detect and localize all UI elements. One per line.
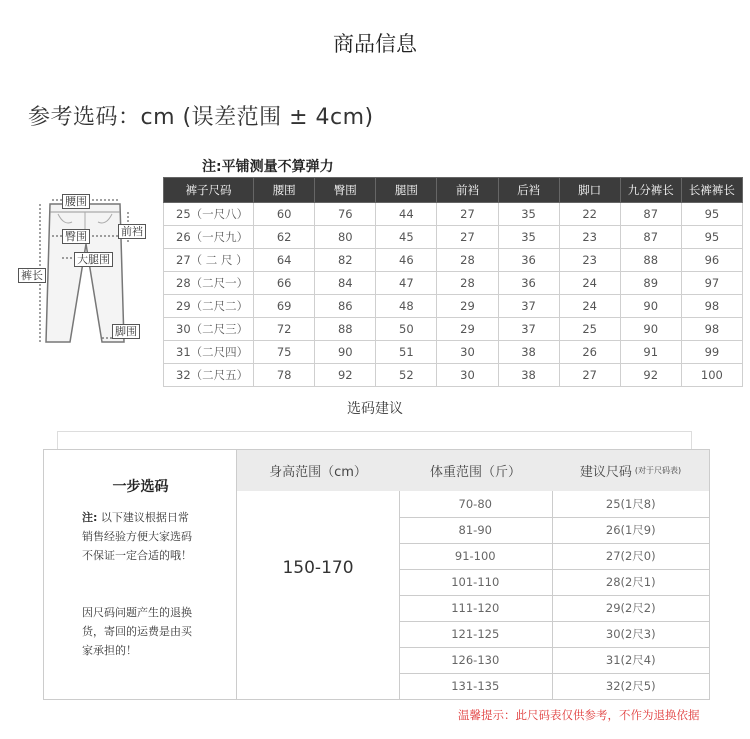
size-disclaimer: 温馨提示：此尺码表仅供参考，不作为退换依据 (458, 708, 700, 722)
page-title: 商品信息 (333, 32, 417, 56)
suggested-size-cell: 26(1尺9) (552, 517, 709, 543)
return-note-line-3: 家承担的！ (82, 644, 137, 657)
col-header: 长裤裤长 (681, 178, 742, 203)
size-cell: 95 (681, 226, 742, 249)
size-cell: 38 (498, 341, 559, 364)
col-header: 后裆 (498, 178, 559, 203)
step-title: 一步选码 (112, 479, 169, 495)
size-cell: 48 (376, 295, 437, 318)
note-line-1: 以下建议根据日常 (100, 511, 189, 524)
size-row (164, 226, 743, 249)
size-cell: 89 (620, 272, 681, 295)
size-cell: 30 (437, 364, 498, 387)
weight-size-table (399, 491, 709, 699)
size-row (164, 272, 743, 295)
suggested-size-header (552, 450, 709, 491)
weight-cell: 70-80 (399, 491, 552, 517)
col-header: 九分裤长 (620, 178, 681, 203)
advice-note (82, 508, 232, 565)
size-cell: 78 (254, 364, 315, 387)
size-cell: 23 (559, 226, 620, 249)
size-cell: 76 (315, 203, 376, 226)
size-row (164, 203, 743, 226)
advice-row (399, 491, 709, 517)
suggested-size-label: 建议尺码 (579, 465, 632, 480)
size-cell-name: 26（一尺九） (164, 226, 254, 249)
col-header: 裤子尺码 (164, 178, 254, 203)
pants-diagram (18, 192, 146, 352)
col-header: 脚口 (559, 178, 620, 203)
size-cell-name: 27（ 二 尺 ） (164, 249, 254, 272)
waist-label: 腰围 (62, 194, 90, 209)
size-advice-panel (43, 449, 710, 700)
suggested-size-note: (对于尺码表) (634, 466, 682, 475)
size-cell: 37 (498, 318, 559, 341)
front-rise-label: 前裆 (118, 224, 146, 239)
size-cell: 90 (315, 341, 376, 364)
size-cell: 91 (620, 341, 681, 364)
size-cell: 24 (559, 272, 620, 295)
size-cell: 51 (376, 341, 437, 364)
advice-row (399, 543, 709, 569)
size-cell: 90 (620, 295, 681, 318)
size-cell: 36 (498, 249, 559, 272)
size-cell: 27 (559, 364, 620, 387)
size-cell: 62 (254, 226, 315, 249)
weight-cell: 111-120 (399, 595, 552, 621)
suggested-size-cell: 30(2尺3) (552, 621, 709, 647)
size-cell: 82 (315, 249, 376, 272)
size-cell: 90 (620, 318, 681, 341)
return-note-line-1: 因尺码问题产生的退换 (82, 606, 192, 619)
size-cell: 50 (376, 318, 437, 341)
size-cell: 27 (437, 203, 498, 226)
size-cell: 95 (681, 203, 742, 226)
size-row (164, 364, 743, 387)
suggested-size-cell: 28(2尺1) (552, 569, 709, 595)
size-cell: 96 (681, 249, 742, 272)
size-cell-name: 29（二尺二） (164, 295, 254, 318)
size-cell-name: 28（二尺一） (164, 272, 254, 295)
size-cell: 28 (437, 249, 498, 272)
advice-row (399, 569, 709, 595)
size-cell: 97 (681, 272, 742, 295)
size-cell: 29 (437, 318, 498, 341)
size-table (163, 177, 743, 387)
size-cell-name: 30（二尺三） (164, 318, 254, 341)
size-cell: 27 (437, 226, 498, 249)
size-cell: 23 (559, 249, 620, 272)
size-cell: 26 (559, 341, 620, 364)
size-cell-name: 32（二尺五） (164, 364, 254, 387)
height-range-header: 身高范围（cm） (237, 450, 399, 491)
hem-label: 脚围 (112, 324, 140, 339)
size-cell: 75 (254, 341, 315, 364)
size-cell: 29 (437, 295, 498, 318)
height-range-value: 150-170 (282, 558, 354, 578)
size-cell: 35 (498, 226, 559, 249)
size-cell: 88 (620, 249, 681, 272)
size-cell: 88 (315, 318, 376, 341)
suggested-size-cell: 29(2尺2) (552, 595, 709, 621)
note-line-3: 不保证一定合适的哦！ (82, 549, 192, 562)
advice-left-column (44, 450, 237, 699)
size-cell: 44 (376, 203, 437, 226)
size-cell: 72 (254, 318, 315, 341)
size-advice-title: 选码建议 (347, 401, 403, 417)
col-header: 腿围 (376, 178, 437, 203)
size-cell: 80 (315, 226, 376, 249)
advice-row (399, 673, 709, 699)
reference-size-title: 参考选码：cm (误差范围 ± 4cm) (28, 105, 374, 130)
size-cell: 92 (315, 364, 376, 387)
size-row (164, 318, 743, 341)
size-cell: 36 (498, 272, 559, 295)
size-cell: 60 (254, 203, 315, 226)
hip-label: 臀围 (62, 229, 90, 244)
size-cell: 100 (681, 364, 742, 387)
size-cell-name: 25（一尺八） (164, 203, 254, 226)
weight-cell: 121-125 (399, 621, 552, 647)
size-cell: 87 (620, 226, 681, 249)
size-row (164, 249, 743, 272)
size-cell: 86 (315, 295, 376, 318)
col-header: 臀围 (315, 178, 376, 203)
weight-range-header: 体重范围（斤） (399, 450, 552, 491)
size-table-header (164, 178, 743, 203)
length-label: 裤长 (18, 268, 46, 283)
weight-cell: 91-100 (399, 543, 552, 569)
size-cell: 84 (315, 272, 376, 295)
suggested-size-cell: 32(2尺5) (552, 673, 709, 699)
advice-row (399, 647, 709, 673)
size-cell: 47 (376, 272, 437, 295)
size-cell: 98 (681, 295, 742, 318)
flat-measure-note: 注:平铺测量不算弹力 (202, 159, 334, 175)
col-header: 前裆 (437, 178, 498, 203)
size-cell: 35 (498, 203, 559, 226)
advice-row (399, 621, 709, 647)
size-cell: 37 (498, 295, 559, 318)
size-cell: 46 (376, 249, 437, 272)
size-row (164, 295, 743, 318)
weight-cell: 101-110 (399, 569, 552, 595)
size-cell: 38 (498, 364, 559, 387)
note-line-2: 销售经验方便大家选码 (82, 530, 192, 543)
size-cell: 92 (620, 364, 681, 387)
size-cell: 52 (376, 364, 437, 387)
weight-cell: 131-135 (399, 673, 552, 699)
suggested-size-cell: 25(1尺8) (605, 496, 656, 511)
size-cell-name: 31（二尺四） (164, 341, 254, 364)
size-cell: 64 (254, 249, 315, 272)
weight-cell: 126-130 (399, 647, 552, 673)
suggested-size-cell: 27(2尺0) (552, 543, 709, 569)
size-cell: 45 (376, 226, 437, 249)
advice-row (399, 517, 709, 543)
size-cell: 24 (559, 295, 620, 318)
size-cell: 30 (437, 341, 498, 364)
size-cell: 99 (681, 341, 742, 364)
size-cell: 22 (559, 203, 620, 226)
size-cell: 66 (254, 272, 315, 295)
size-cell: 87 (620, 203, 681, 226)
size-cell: 69 (254, 295, 315, 318)
suggested-size-cell: 31(2尺4) (552, 647, 709, 673)
size-row (164, 341, 743, 364)
return-note-line-2: 货，寄回的运费是由买 (82, 625, 192, 638)
size-cell: 98 (681, 318, 742, 341)
note-label: 注: (82, 511, 98, 524)
thigh-label: 大腿围 (74, 252, 113, 267)
size-cell: 28 (437, 272, 498, 295)
weight-cell: 81-90 (399, 517, 552, 543)
advice-row (399, 595, 709, 621)
return-note (82, 603, 232, 660)
size-cell: 25 (559, 318, 620, 341)
col-header: 腰围 (254, 178, 315, 203)
